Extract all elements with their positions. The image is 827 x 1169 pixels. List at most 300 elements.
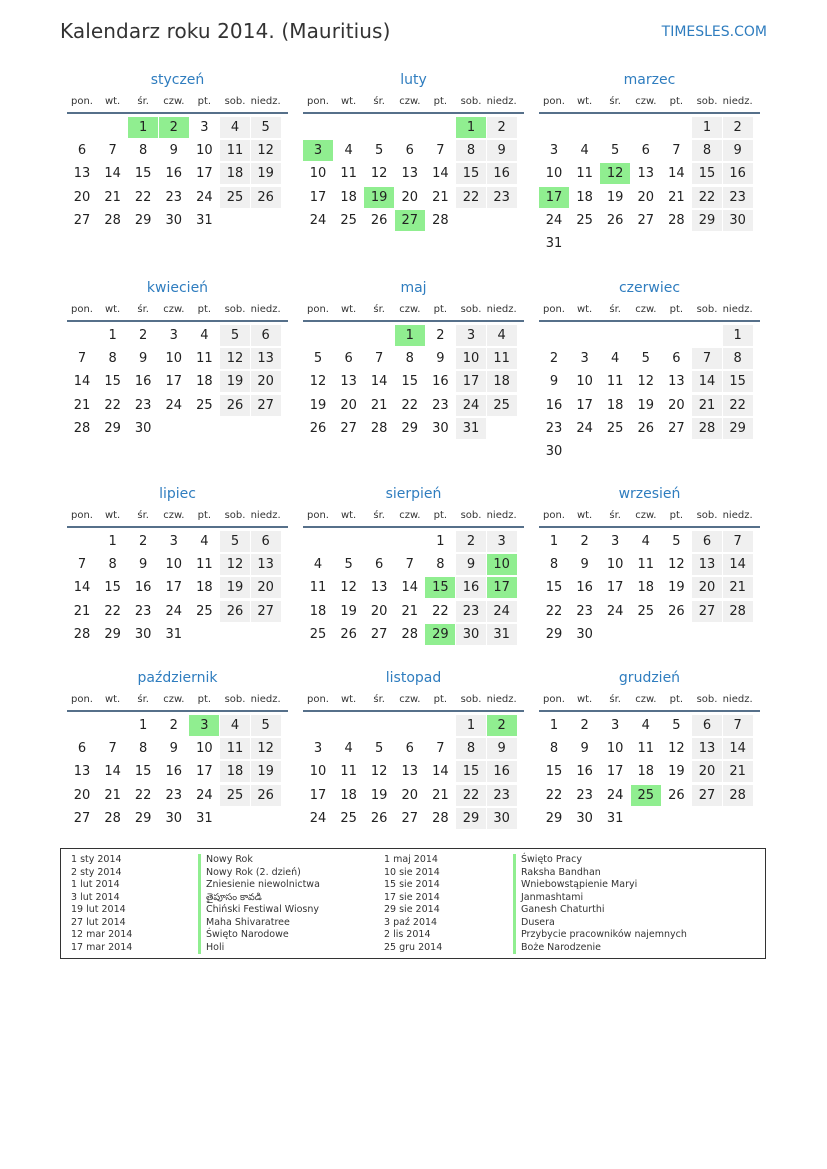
day-cell: 5 [672,534,681,549]
holiday-date: 3 paź 2014 [384,916,438,928]
day-cell: 12 [220,554,250,575]
day-cell: 14 [73,580,91,596]
day-cell: 7 [108,741,117,757]
day-cell: 30 [432,420,449,436]
day-cell: 2 [139,328,148,343]
day-cell: 14 [723,554,753,575]
day-cell: 4 [313,557,323,573]
day-cell: 25 [340,810,357,826]
day-cell: 28 [668,212,685,228]
day-cell: 17 [196,764,213,780]
holiday-list [60,848,766,959]
day-cell: 6 [77,741,87,757]
day-cell: 8 [456,738,486,759]
month-name: wrzesień [618,486,681,502]
weekday-label: pon. [543,96,565,107]
day-cell: 21 [723,577,753,598]
day-cell: 22 [545,603,563,619]
day-cell: 9 [436,351,445,367]
day-cell: 22 [134,787,152,803]
day-cell: 25 [576,212,593,228]
day-cell: 6 [405,143,414,159]
day-cell: 24 [165,397,183,413]
day-cell: 3 [313,741,323,757]
day-cell: 26 [668,787,685,803]
weekday-label: czw. [163,304,185,315]
day-cell: 31 [196,810,213,826]
weekday-label: śr. [137,510,149,521]
weekday-label: pt. [433,96,448,107]
day-cell: 20 [668,397,685,413]
weekday-label: pon. [71,694,93,705]
holiday-date: 19 lut 2014 [71,904,126,915]
day-cell: 17 [309,787,327,803]
weekday-label: niedz. [722,510,753,521]
weekday-label: śr. [373,510,385,521]
weekday-label: śr. [609,96,621,107]
weekday-label: pon. [543,510,565,521]
day-cell: 21 [401,603,419,619]
day-cell: 17 [606,580,624,596]
weekday-label: pt. [197,694,212,705]
day-cell: 26 [370,212,388,228]
day-cell: 3 [169,328,178,343]
day-cell: 12 [340,580,357,596]
weekday-label: wt. [340,510,357,521]
day-cell: 23 [432,397,449,413]
weekday-label: śr. [373,96,385,107]
day-cell: 7 [692,348,722,369]
weekday-label: czw. [399,304,421,315]
day-cell: 26 [220,395,250,416]
day-cell: 20 [251,577,281,598]
weekday-header [303,304,524,322]
holiday-name: Chiński Festiwal Wiosny [198,904,320,917]
day-cell: 5 [220,531,250,552]
day-cell: 9 [456,554,486,575]
day-cell: 7 [723,531,753,552]
day-cell: 24 [196,787,213,803]
day-cell: 15 [104,580,121,596]
holiday-name: తైపూసం కావడి [198,892,320,905]
day-cell: 19 [340,603,357,619]
weekday-label: czw. [635,96,657,107]
day-cell: 18 [196,580,213,596]
holiday-dates-column-1 [71,854,132,954]
day-cell: 12 [370,166,388,182]
day-cell: 22 [692,187,722,208]
day-cell: 10 [576,374,593,390]
day-cell: 27 [668,420,685,436]
day-cell: 29 [545,626,563,642]
day-cell: 13 [401,764,419,780]
day-cell: 30 [134,626,152,642]
day-cell: 18 [220,761,250,782]
weekday-label: niedz. [722,96,753,107]
day-cell: 3 [456,325,486,346]
holiday-dates-column-2 [384,854,442,954]
holiday-names-column-2 [513,854,687,954]
day-cell: 25 [309,626,327,642]
day-cell: 15 [104,374,121,390]
day-cell: 27 [73,212,91,228]
day-cell: 29 [401,420,419,436]
day-cell: 22 [545,787,563,803]
holiday-name: Janmashtami [513,892,687,905]
day-cell: 15 [134,764,152,780]
day-cell: 28 [401,626,419,642]
weekday-label: czw. [399,694,421,705]
day-cell: 13 [251,554,281,575]
day-cell: 26 [220,601,250,622]
holiday-date: 29 sie 2014 [384,904,440,915]
day-cell: 15 [545,764,563,780]
weekday-label: niedz. [722,304,753,315]
day-cell: 17 [606,764,624,780]
day-cell: 13 [251,348,281,369]
day-cell: 31 [165,626,183,642]
day-cell: 8 [723,348,753,369]
day-cell: 8 [549,741,559,757]
day-cell: 8 [436,557,445,573]
day-cell: 9 [549,374,559,390]
holiday-day-cell: 2 [159,117,189,138]
day-cell: 12 [637,374,655,390]
weekday-label: czw. [163,694,185,705]
day-cell: 22 [456,187,486,208]
day-cell: 29 [692,210,722,231]
day-cell: 28 [692,418,722,439]
day-cell: 30 [576,810,593,826]
day-cell: 24 [196,189,213,205]
day-cell: 17 [456,371,486,392]
day-cell: 2 [549,351,559,367]
day-cell: 7 [436,741,445,757]
day-cell: 19 [309,397,327,413]
holiday-name: Święto Narodowe [198,929,320,942]
day-cell: 1 [456,715,486,736]
day-cell: 12 [668,741,685,757]
day-cell: 6 [692,715,722,736]
day-cell: 11 [220,738,250,759]
day-cell: 8 [692,140,722,161]
day-cell: 23 [134,603,152,619]
day-cell: 20 [401,787,419,803]
day-cell: 7 [108,143,117,159]
day-cell: 28 [723,785,753,806]
day-cell: 21 [73,397,91,413]
day-cell: 1 [549,718,559,733]
holiday-date: 1 sty 2014 [71,854,122,865]
day-cell: 31 [196,212,213,228]
holiday-date: 1 lut 2014 [71,879,120,890]
day-cell: 10 [309,166,327,182]
day-cell: 27 [251,395,281,416]
day-cell: 5 [220,325,250,346]
weekday-label: pt. [197,96,212,107]
day-cell: 13 [637,166,655,182]
day-cell: 6 [251,531,281,552]
day-cell: 8 [139,741,148,757]
day-cell: 21 [104,189,121,205]
day-cell: 23 [165,787,183,803]
holiday-date: 2 lis 2014 [384,929,431,940]
day-cell: 14 [104,764,121,780]
day-cell: 1 [723,325,753,346]
weekday-label: sob. [460,96,482,107]
day-cell: 28 [432,810,449,826]
day-cell: 30 [456,624,486,645]
day-cell: 17 [576,397,593,413]
weekday-label: śr. [373,304,385,315]
day-cell: 17 [196,166,213,182]
month-name: grudzień [618,670,681,686]
month-name: październik [137,670,218,686]
holiday-day-cell: 3 [189,715,219,736]
day-cell: 11 [576,166,593,182]
day-cell: 26 [370,810,388,826]
day-cell: 14 [432,166,449,182]
day-cell: 11 [606,374,624,390]
month-name: marzec [623,72,676,88]
day-cell: 23 [134,397,152,413]
day-cell: 28 [370,420,388,436]
day-cell: 18 [340,189,357,205]
day-cell: 19 [668,764,685,780]
month-name: lipiec [159,486,196,502]
day-cell: 8 [139,143,148,159]
day-cell: 7 [77,557,87,573]
holiday-date: 3 lut 2014 [71,891,120,903]
day-cell: 19 [668,580,685,596]
day-cell: 4 [200,328,209,343]
day-cell: 15 [401,374,419,390]
day-cell: 3 [611,718,620,733]
day-cell: 10 [165,557,183,573]
day-cell: 2 [580,718,589,733]
month-name: listopad [385,670,442,686]
day-cell: 21 [370,397,388,413]
day-cell: 27 [401,810,419,826]
day-cell: 10 [165,351,183,367]
day-cell: 29 [545,810,563,826]
day-cell: 18 [309,603,327,619]
day-cell: 5 [375,143,384,159]
weekday-label: czw. [635,694,657,705]
day-cell: 16 [545,397,563,413]
weekday-header [303,510,524,528]
day-cell: 16 [165,764,183,780]
day-cell: 18 [606,397,624,413]
weekday-label: sob. [224,304,246,315]
day-cell: 19 [606,189,624,205]
weekday-label: pt. [669,304,684,315]
day-cell: 25 [220,785,250,806]
day-cell: 14 [104,166,121,182]
weekday-header [539,96,760,114]
weekday-label: wt. [340,694,357,705]
day-cell: 31 [606,810,624,826]
day-cell: 22 [104,397,121,413]
day-cell: 9 [580,741,589,757]
day-cell: 6 [375,557,384,573]
day-cell: 10 [196,143,213,159]
day-cell: 25 [487,395,517,416]
weekday-label: niedz. [250,510,281,521]
day-cell: 11 [637,741,655,757]
day-cell: 6 [692,531,722,552]
day-cell: 3 [487,531,517,552]
weekday-label: wt. [576,694,593,705]
day-cell: 20 [370,603,388,619]
day-cell: 20 [251,371,281,392]
day-cell: 20 [692,761,722,782]
weekday-label: sob. [460,304,482,315]
day-cell: 26 [340,626,357,642]
day-cell: 21 [432,189,449,205]
day-cell: 15 [723,371,753,392]
weekday-label: pt. [197,304,212,315]
day-cell: 1 [139,718,148,733]
day-cell: 28 [73,420,91,436]
day-cell: 7 [77,351,87,367]
weekday-label: śr. [609,510,621,521]
day-cell: 2 [487,117,517,138]
month-name: kwiecień [146,280,209,296]
day-cell: 13 [73,166,91,182]
weekday-label: pt. [669,96,684,107]
day-cell: 16 [723,163,753,184]
day-cell: 11 [309,580,327,596]
day-cell: 2 [139,534,148,549]
day-cell: 16 [487,163,517,184]
day-cell: 10 [606,557,624,573]
day-cell: 4 [220,715,250,736]
day-cell: 2 [169,718,178,733]
weekday-label: pon. [307,304,329,315]
day-cell: 11 [220,140,250,161]
day-cell: 5 [611,143,620,159]
day-cell: 2 [580,534,589,549]
day-cell: 15 [545,580,563,596]
weekday-label: wt. [340,96,357,107]
day-cell: 13 [73,764,91,780]
day-cell: 10 [196,741,213,757]
holiday-name: Nowy Rok [198,854,320,867]
holiday-date: 17 sie 2014 [384,891,440,903]
day-cell: 27 [692,601,722,622]
day-cell: 4 [487,325,517,346]
holiday-day-cell: 17 [539,187,569,208]
day-cell: 30 [165,810,183,826]
weekday-label: śr. [137,694,149,705]
day-cell: 3 [169,534,178,549]
day-cell: 14 [73,374,91,390]
day-cell: 27 [340,420,357,436]
day-cell: 4 [611,351,620,367]
month-name: luty [400,72,427,88]
holiday-name: Dusera [513,917,687,930]
day-cell: 25 [196,397,213,413]
day-cell: 5 [375,741,384,757]
day-cell: 27 [637,212,655,228]
weekday-label: sob. [224,694,246,705]
day-cell: 12 [220,348,250,369]
holiday-name: Nowy Rok (2. dzień) [198,867,320,880]
weekday-label: pt. [669,694,684,705]
day-cell: 16 [165,166,183,182]
weekday-header [303,694,524,712]
holiday-day-cell: 2 [487,715,517,736]
holiday-name: Przybycie pracowników najemnych [513,929,687,942]
day-cell: 21 [104,787,121,803]
holiday-date: 2 sty 2014 [71,866,122,878]
weekday-label: czw. [399,510,421,521]
weekday-label: śr. [373,694,385,705]
day-cell: 19 [251,761,281,782]
day-cell: 6 [405,741,414,757]
page-title: Kalendarz roku 2014. (Mauritius) [60,19,391,43]
day-cell: 29 [723,418,753,439]
day-cell: 15 [692,163,722,184]
day-cell: 28 [73,626,91,642]
weekday-label: niedz. [250,96,281,107]
day-cell: 9 [169,143,178,159]
day-cell: 23 [456,601,486,622]
day-cell: 22 [134,189,152,205]
day-cell: 25 [606,420,624,436]
day-cell: 31 [487,624,517,645]
holiday-date: 1 maj 2014 [384,854,438,865]
day-cell: 9 [723,140,753,161]
day-cell: 4 [641,718,650,733]
day-cell: 15 [134,166,152,182]
day-cell: 10 [606,741,624,757]
weekday-label: sob. [696,96,718,107]
holiday-day-cell: 1 [456,117,486,138]
day-cell: 3 [611,534,620,549]
day-cell: 26 [668,603,685,619]
day-cell: 23 [576,787,593,803]
day-cell: 10 [456,348,486,369]
day-cell: 19 [637,397,655,413]
day-cell: 29 [134,212,152,228]
day-cell: 29 [456,808,486,829]
holiday-name: Święto Pracy [513,854,687,867]
day-cell: 14 [668,166,685,182]
day-cell: 5 [344,557,353,573]
day-cell: 17 [165,374,183,390]
holiday-name: Wniebowstąpienie Maryi [513,879,687,892]
day-cell: 5 [672,718,681,733]
weekday-label: sob. [460,510,482,521]
brand-link[interactable]: TIMESLES.COM [661,24,767,40]
day-cell: 24 [456,395,486,416]
weekday-label: czw. [163,510,185,521]
holiday-day-cell: 17 [487,577,517,598]
day-cell: 23 [576,603,593,619]
weekday-label: niedz. [250,694,281,705]
day-cell: 3 [580,351,589,367]
holiday-name: Boże Narodzenie [513,942,687,955]
day-cell: 6 [641,143,650,159]
weekday-header [303,96,524,114]
holiday-date: 15 sie 2014 [384,879,440,890]
day-cell: 29 [104,626,121,642]
day-cell: 17 [309,189,327,205]
day-cell: 20 [401,189,419,205]
day-cell: 12 [251,140,281,161]
